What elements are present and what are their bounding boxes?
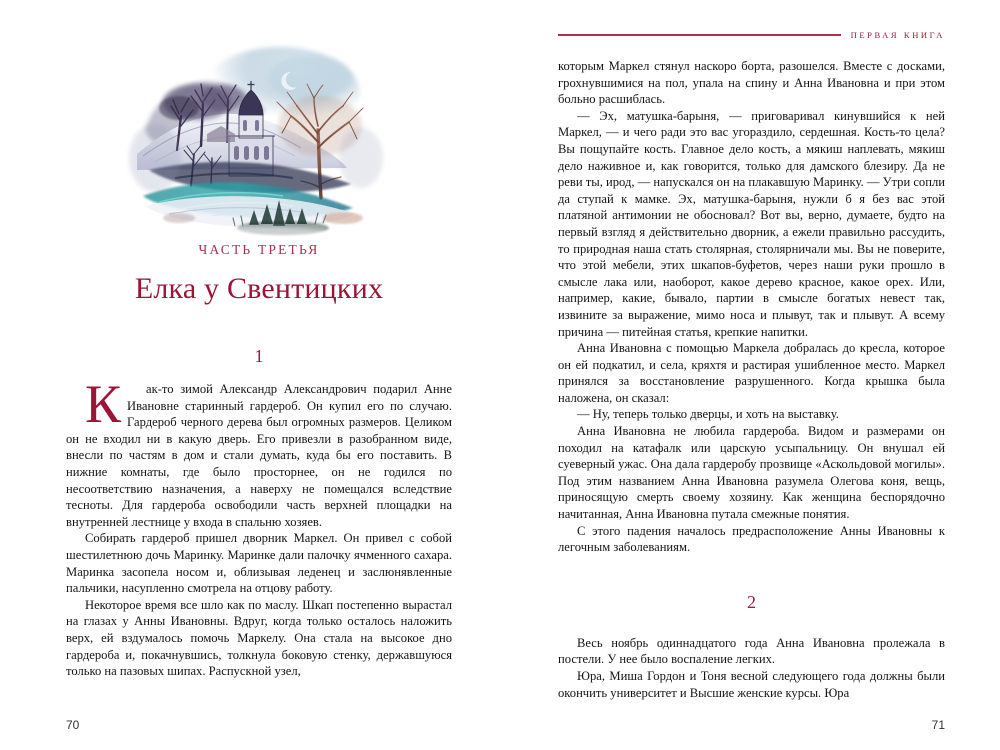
part-title: Елка у Свентицких (134, 272, 384, 305)
running-head-label: ПЕРВАЯ КНИГА (850, 30, 945, 40)
right-page (500, 0, 1000, 750)
right-page-body-bottom (558, 635, 945, 701)
section-number-1: 1 (254, 346, 264, 366)
drop-cap: К (85, 374, 122, 434)
paragraph: Анна Ивановна с помощью Маркела добралась до кресла, которое он ей подкатил, и села, кряхтя и растирая ушибленное место. Маркел принялся за восстановление разрушенного. Когда крышка была наложена, он сказал: (558, 341, 945, 405)
right-page-body-top (558, 0, 945, 556)
paragraph: С этого падения началось предрасположение Анны Ивановны к легочным заболеваниям. (558, 523, 945, 555)
left-page-body (66, 374, 452, 680)
paragraph: Некоторое время все шло как по маслу. Шкап постепенно вырастал на глазах у Анны Ивановны. Вдруг, когда только осталось наложить верх, ей вздумалось помочь Маркелу. Она стала на высокое дно гардероба и, покачнувшись, толкнула боковую стенку, державшуюся только на пазовых шипах. Распускной узел, (66, 597, 452, 679)
paragraph-text: ак-то зимой Александр Александрович подарил Анне Ивановне старинный гардероб. Он купил его по случаю. Гардероб черного дерева был огромных размеров. Целиком он не входил ни в какую дверь. Его привезли в разобранном виде, внесли по частям в дом и стали думать, куда бы его поставить. В нижние комнаты, где было просторнее, он не годился по несоответствию назначения, а наверху не помещался вследствие тесноты. Для гардероба освободили часть верхней площадки на внутренней лестнице у входа в спальню хозяев. (66, 382, 452, 529)
paragraph: которым Маркел стянул наскоро борта, разошелся. Вместе с досками, грохнувшимися на пол, упала на спину и Анна Ивановна и при этом больно расшиблась. (558, 59, 945, 107)
running-head (558, 26, 945, 44)
folio-right: 71 (931, 718, 945, 732)
running-head-rule (558, 34, 841, 36)
folio-left: 70 (66, 718, 80, 732)
part-label: ЧАСТЬ ТРЕТЬЯ (198, 242, 320, 257)
paragraph: — Ну, теперь только дверцы, и хоть на выставку. (577, 407, 839, 422)
paragraph: Собирать гардероб пришел дворник Маркел. Он привел с собой шестилетнюю дочь Маринку. Маринке дали палочку ячменного сахара. Маринка засопела носом и, облизывая леденец и заслюнявленные пальчики, насупленно смотрела на отцову работу. (66, 531, 452, 596)
paragraph: Весь ноябрь одиннадцатого года Анна Ивановна пролежала в постели. У нее было воспаление легких. (558, 635, 945, 667)
section-number-2: 2 (747, 591, 756, 612)
paragraph: — Эх, матушка-барыня, — приговаривал кинувшийся к ней Маркел, — и чего ради это вас угораздило, сердешная. Кость-то цела? Вы пощупайте кость. Главное дело кость, а мякиш наплевать, мякиш дело наживное и, как говорится, только для дамского блезиру. Да не реви ты, ирод, — напускался он на плакавшую Маринку. — Утри сопли да ступай к мамке. Эх, матушка-барыня, нужли б я без вас этой платяной антимонии не обосновал? Вот вы, верно, думаете, будто на первый взгляд я действительно дворник, а ежели правильно рассудить, то природная наша стать столярная, столярничали мы. Вы не поверите, что этой мебели, этих шкапов-буфетов, через наши руки прошло в смысле лака или, наоборот, какое дерево красное, какое орех. Или, например, какие, бывало, партии в смысле богатых невест так, извините за выражение, мимо носа и плывут, так и плывут. А всему причина — питейная статья, крепкие напитки. (558, 108, 945, 339)
paragraph: Юра, Миша Гордон и Тоня весной следующего года должны были окончить университет и Высшие женские курсы. Юра (558, 669, 945, 700)
winter-landscape-church-watercolor-illustration (115, 38, 385, 238)
paragraph: Анна Ивановна не любила гардероба. Видом и размерами он походил на катафалк или царскую усыпальницу. Он внушал ей суеверный ужас. Она дала гардеробу прозвище «Аскольдовой могилы». Под этим названием Анна Ивановна разумела Олегова коня, вещь, приносящую смерть своему хозяину. Как женщина беспорядочно начитанная, Анна Ивановна путала смежные понятия. (558, 424, 945, 522)
paragraph (66, 374, 452, 530)
